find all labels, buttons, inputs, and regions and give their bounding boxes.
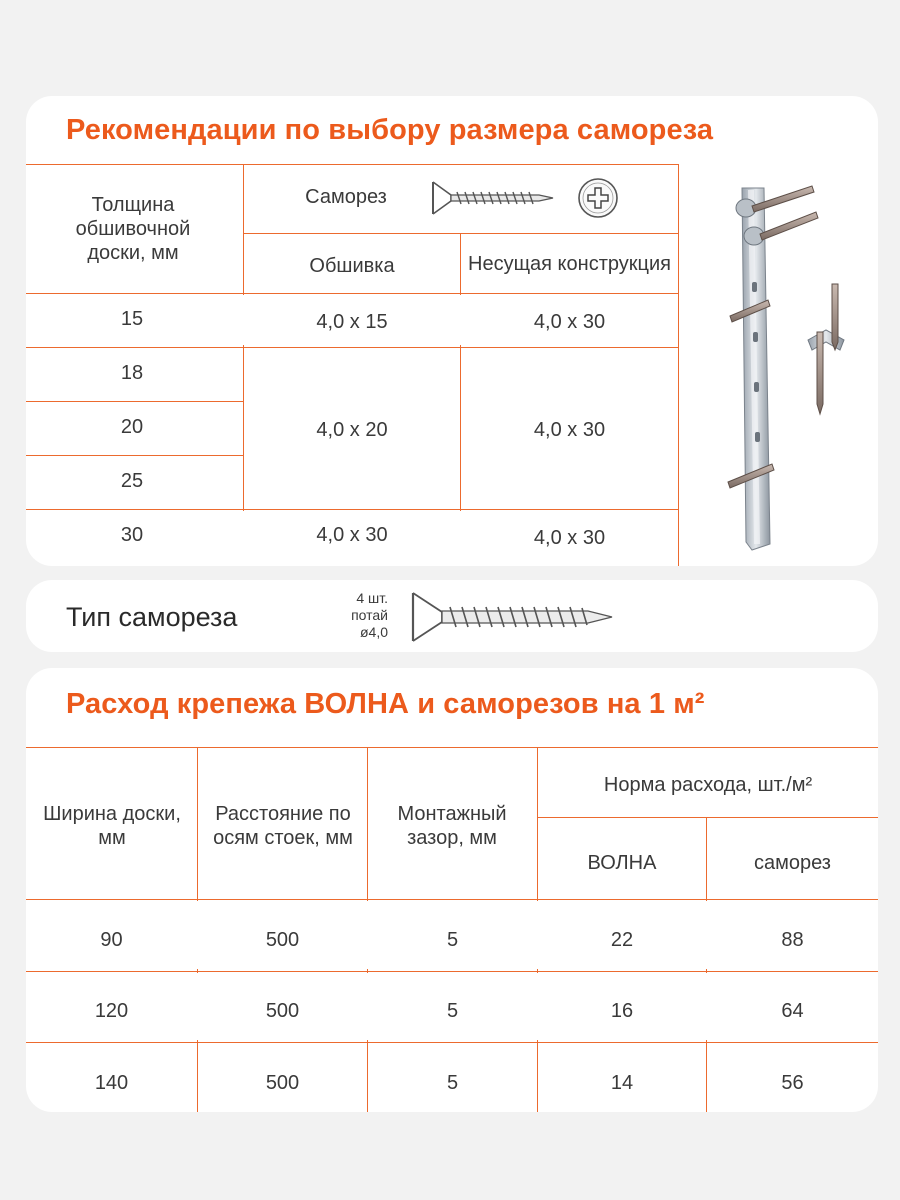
row-1-volna: 22 (610, 929, 634, 951)
table-border (678, 164, 679, 566)
header-gap: Монтажный зазор, мм (397, 803, 507, 849)
table-border (26, 509, 678, 510)
thickness-25: 25 (120, 470, 144, 492)
table-border (26, 401, 244, 402)
cladding-30: 4,0 х 30 (316, 524, 388, 546)
header-distance: Расстояние по осям стоек, мм (213, 803, 353, 849)
row-2-volna: 16 (610, 1000, 634, 1022)
table-border (26, 971, 878, 972)
header-width: Ширина доски, мм (43, 803, 181, 849)
row-3-screw: 56 (781, 1072, 804, 1094)
row-3-gap: 5 (446, 1072, 459, 1094)
table-border (243, 164, 244, 566)
row-1-gap: 5 (446, 929, 459, 951)
screw-spec (326, 590, 388, 641)
phillips-head-icon (576, 176, 620, 220)
header-screw: Саморез (305, 186, 387, 208)
thickness-15: 15 (120, 308, 144, 330)
screw-size-title: Рекомендации по выбору размера самореза (66, 114, 714, 146)
header-bearing: Несущая конструкция (468, 253, 671, 275)
consumption-title: Расход крепежа ВОЛНА и саморезов на 1 м² (66, 688, 705, 720)
table-border (26, 164, 678, 165)
row-2-gap: 5 (446, 1000, 459, 1022)
thickness-30: 30 (120, 524, 144, 546)
screw-spec-diameter: ø4,0 (359, 624, 388, 640)
row-1-width: 90 (100, 929, 123, 951)
table-border (26, 899, 878, 900)
bearing-20: 4,0 х 30 (533, 419, 606, 441)
row-1-distance: 500 (265, 929, 300, 951)
screw-spec-count: 4 шт. (356, 590, 388, 606)
bearing-15: 4,0 х 30 (533, 311, 606, 333)
table-border (26, 1042, 878, 1043)
header-volna: ВОЛНА (587, 852, 657, 874)
row-3-width: 140 (94, 1072, 129, 1094)
cladding-15: 4,0 х 15 (316, 311, 388, 333)
table-border (26, 293, 678, 294)
header-thickness: Толщина обшивочной доски, мм (75, 194, 191, 264)
fastener-illustration (708, 182, 858, 558)
row-3-distance: 500 (265, 1072, 300, 1094)
screw-spec-head: потай (351, 607, 388, 623)
bearing-30: 4,0 х 30 (533, 527, 606, 549)
screw-icon (429, 179, 557, 217)
countersunk-screw-icon (408, 590, 616, 644)
row-2-screw: 64 (781, 1000, 804, 1022)
table-border (26, 747, 878, 748)
row-1-screw: 88 (781, 929, 804, 951)
screw-size-card (26, 96, 878, 566)
table-border (538, 817, 878, 818)
header-cladding: Обшивка (309, 255, 395, 277)
header-screw-count: саморез (754, 852, 831, 874)
thickness-20: 20 (120, 416, 144, 438)
table-border (244, 233, 678, 234)
thickness-18: 18 (120, 362, 144, 384)
row-2-distance: 500 (265, 1000, 300, 1022)
consumption-card (26, 668, 878, 1112)
cladding-20: 4,0 х 20 (316, 419, 388, 441)
screw-type-label: Тип самореза (66, 602, 238, 632)
screw-type-card (26, 580, 878, 652)
header-norm: Норма расхода, шт./м² (603, 774, 813, 796)
table-border (26, 347, 678, 348)
row-3-volna: 14 (610, 1072, 634, 1094)
table-border (26, 455, 244, 456)
row-2-width: 120 (94, 1000, 129, 1022)
